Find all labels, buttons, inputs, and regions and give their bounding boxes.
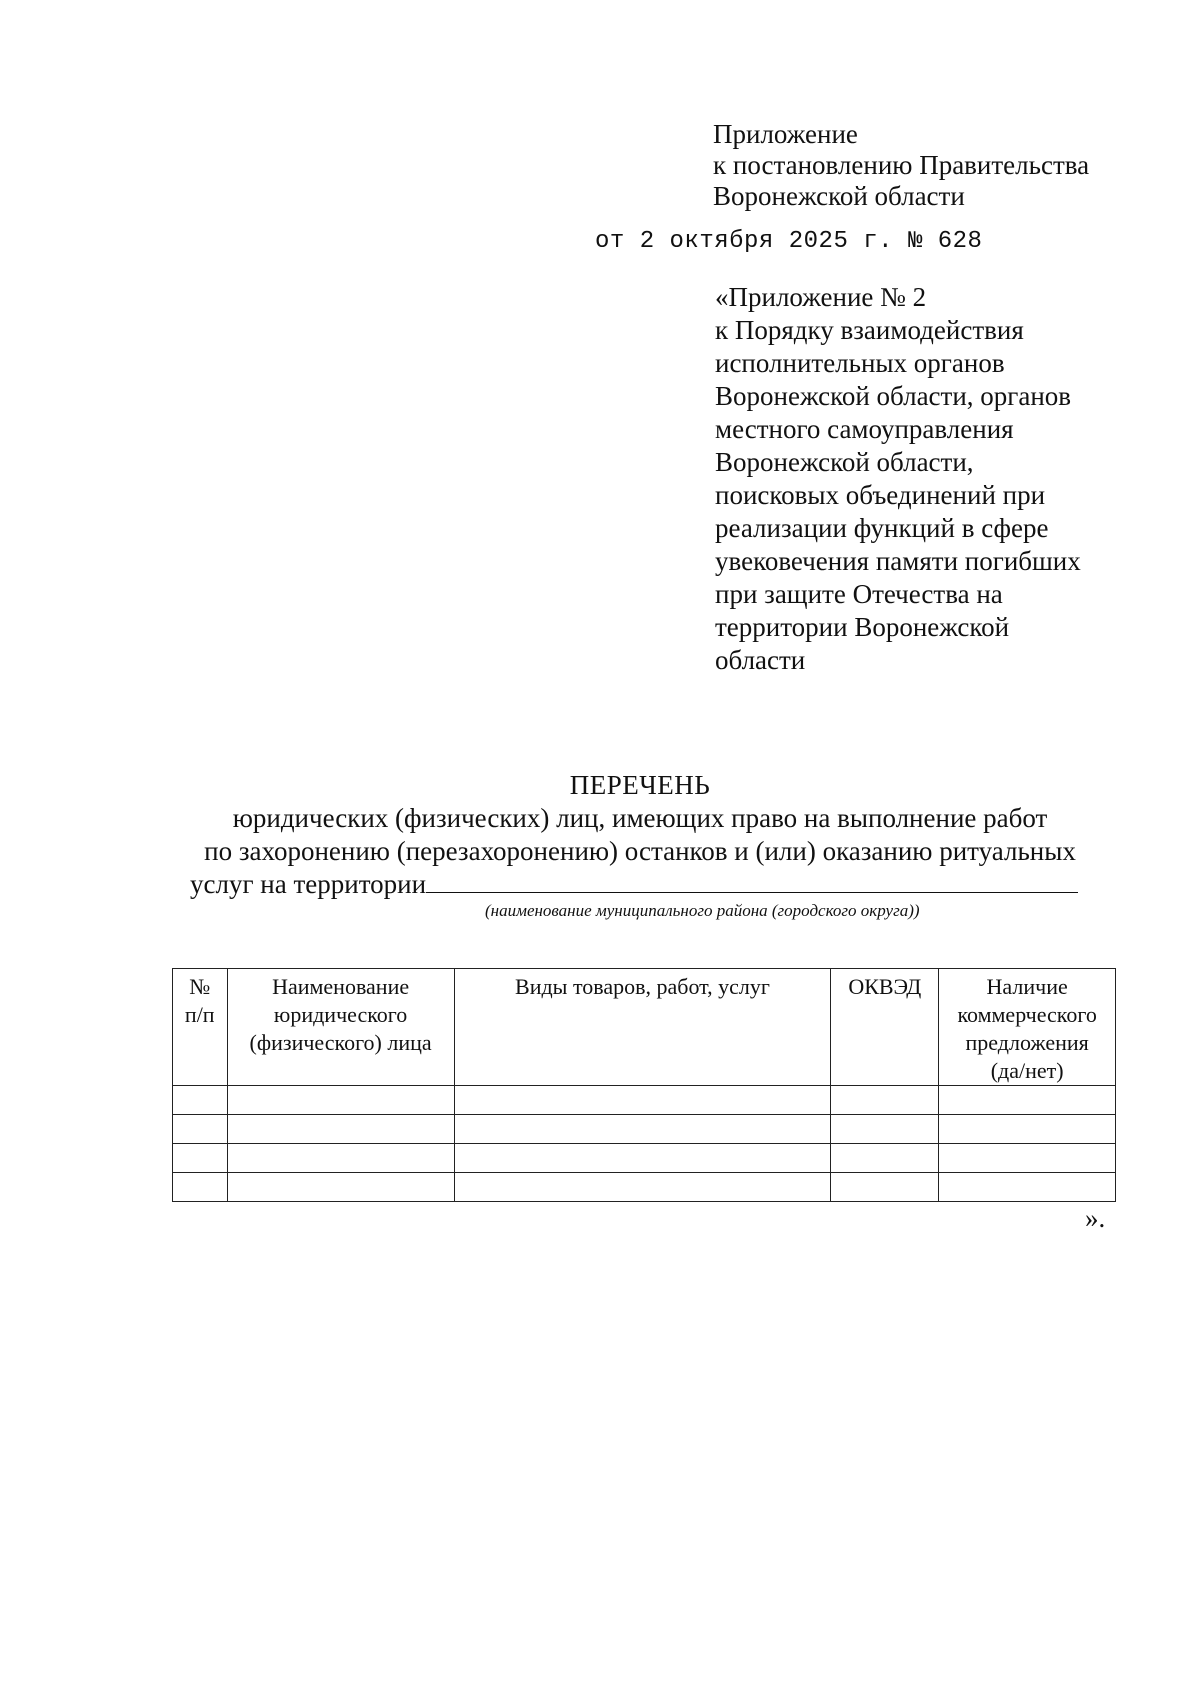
appendix-header-line: к постановлению Правительства	[713, 150, 1090, 180]
table-cell	[939, 1086, 1116, 1115]
table-cell	[939, 1144, 1116, 1173]
header-line: (физического) лица	[249, 1030, 432, 1055]
table-cell	[227, 1115, 454, 1144]
decree-date-number: от 2 октября 2025 г. № 628	[595, 228, 983, 255]
header-line: юридического	[273, 1002, 408, 1027]
table-cell	[227, 1173, 454, 1202]
header-line: Наименование	[272, 974, 410, 999]
header-entity-name	[227, 969, 454, 1086]
territory-prefix: услуг на территории	[190, 869, 427, 899]
table-cell	[173, 1115, 228, 1144]
header-services	[454, 969, 831, 1086]
header-okved	[831, 969, 939, 1086]
header-line: Виды товаров, работ, услуг	[515, 974, 770, 999]
table-cell	[454, 1115, 831, 1144]
header-line: ОКВЭД	[848, 974, 922, 999]
appendix-header-line: Приложение	[713, 119, 858, 149]
header-line: коммерческого	[957, 1002, 1097, 1027]
document-subtitle	[0, 802, 1200, 868]
table-cell	[939, 1173, 1116, 1202]
table-cell	[454, 1144, 831, 1173]
territory-blank-field	[426, 870, 1078, 893]
subtitle-line: по захоронению (перезахоронению) останков и (или) оказанию ритуальных	[204, 836, 1076, 866]
appendix2-line: поисковых объединений при	[715, 480, 1046, 510]
appendix2-header	[715, 281, 1081, 677]
table-cell	[227, 1086, 454, 1115]
table-row	[173, 1115, 1116, 1144]
entities-table	[172, 968, 1116, 1202]
appendix-header	[713, 119, 1089, 212]
appendix2-line: территории Воронежской	[715, 612, 1010, 642]
header-line: предложения	[965, 1030, 1089, 1055]
territory-row	[190, 869, 1078, 900]
table-cell	[227, 1144, 454, 1173]
table-row	[173, 1173, 1116, 1202]
header-commercial-offer	[939, 969, 1116, 1086]
territory-hint: (наименование муниципального района (городского округа))	[485, 901, 920, 920]
appendix2-line: «Приложение № 2	[715, 282, 927, 312]
subtitle-line: юридических (физических) лиц, имеющих право на выполнение работ	[232, 803, 1048, 833]
table-cell	[831, 1173, 939, 1202]
header-number	[173, 969, 228, 1086]
appendix2-line: местного самоуправления	[715, 414, 1014, 444]
table-cell	[173, 1173, 228, 1202]
table-cell	[454, 1086, 831, 1115]
appendix2-line: при защите Отечества на	[715, 579, 1003, 609]
header-line: (да/нет)	[990, 1058, 1064, 1083]
header-line: №	[189, 974, 211, 999]
document-title: ПЕРЕЧЕНЬ	[569, 770, 711, 800]
appendix-header-line: Воронежской области	[713, 181, 965, 211]
table-row	[173, 1086, 1116, 1115]
table-cell	[831, 1086, 939, 1115]
table-cell	[173, 1144, 228, 1173]
header-line: п/п	[184, 1002, 215, 1027]
table-body	[173, 1086, 1116, 1202]
appendix2-line: Воронежской области,	[715, 447, 974, 477]
appendix2-line: области	[715, 645, 806, 675]
header-line: Наличие	[986, 974, 1068, 999]
table-cell	[454, 1173, 831, 1202]
table-cell	[831, 1115, 939, 1144]
table-header-row	[173, 969, 1116, 1086]
appendix2-line: к Порядку взаимодействия	[715, 315, 1024, 345]
appendix2-line: Воронежской области, органов	[715, 381, 1072, 411]
table-cell	[831, 1144, 939, 1173]
table-row	[173, 1144, 1116, 1173]
closing-quote: ».	[1085, 1203, 1106, 1233]
appendix2-line: реализации функций в сфере	[715, 513, 1049, 543]
appendix2-line: увековечения памяти погибших	[715, 546, 1081, 576]
table-cell	[173, 1086, 228, 1115]
appendix2-line: исполнительных органов	[715, 348, 1005, 378]
table-cell	[939, 1115, 1116, 1144]
